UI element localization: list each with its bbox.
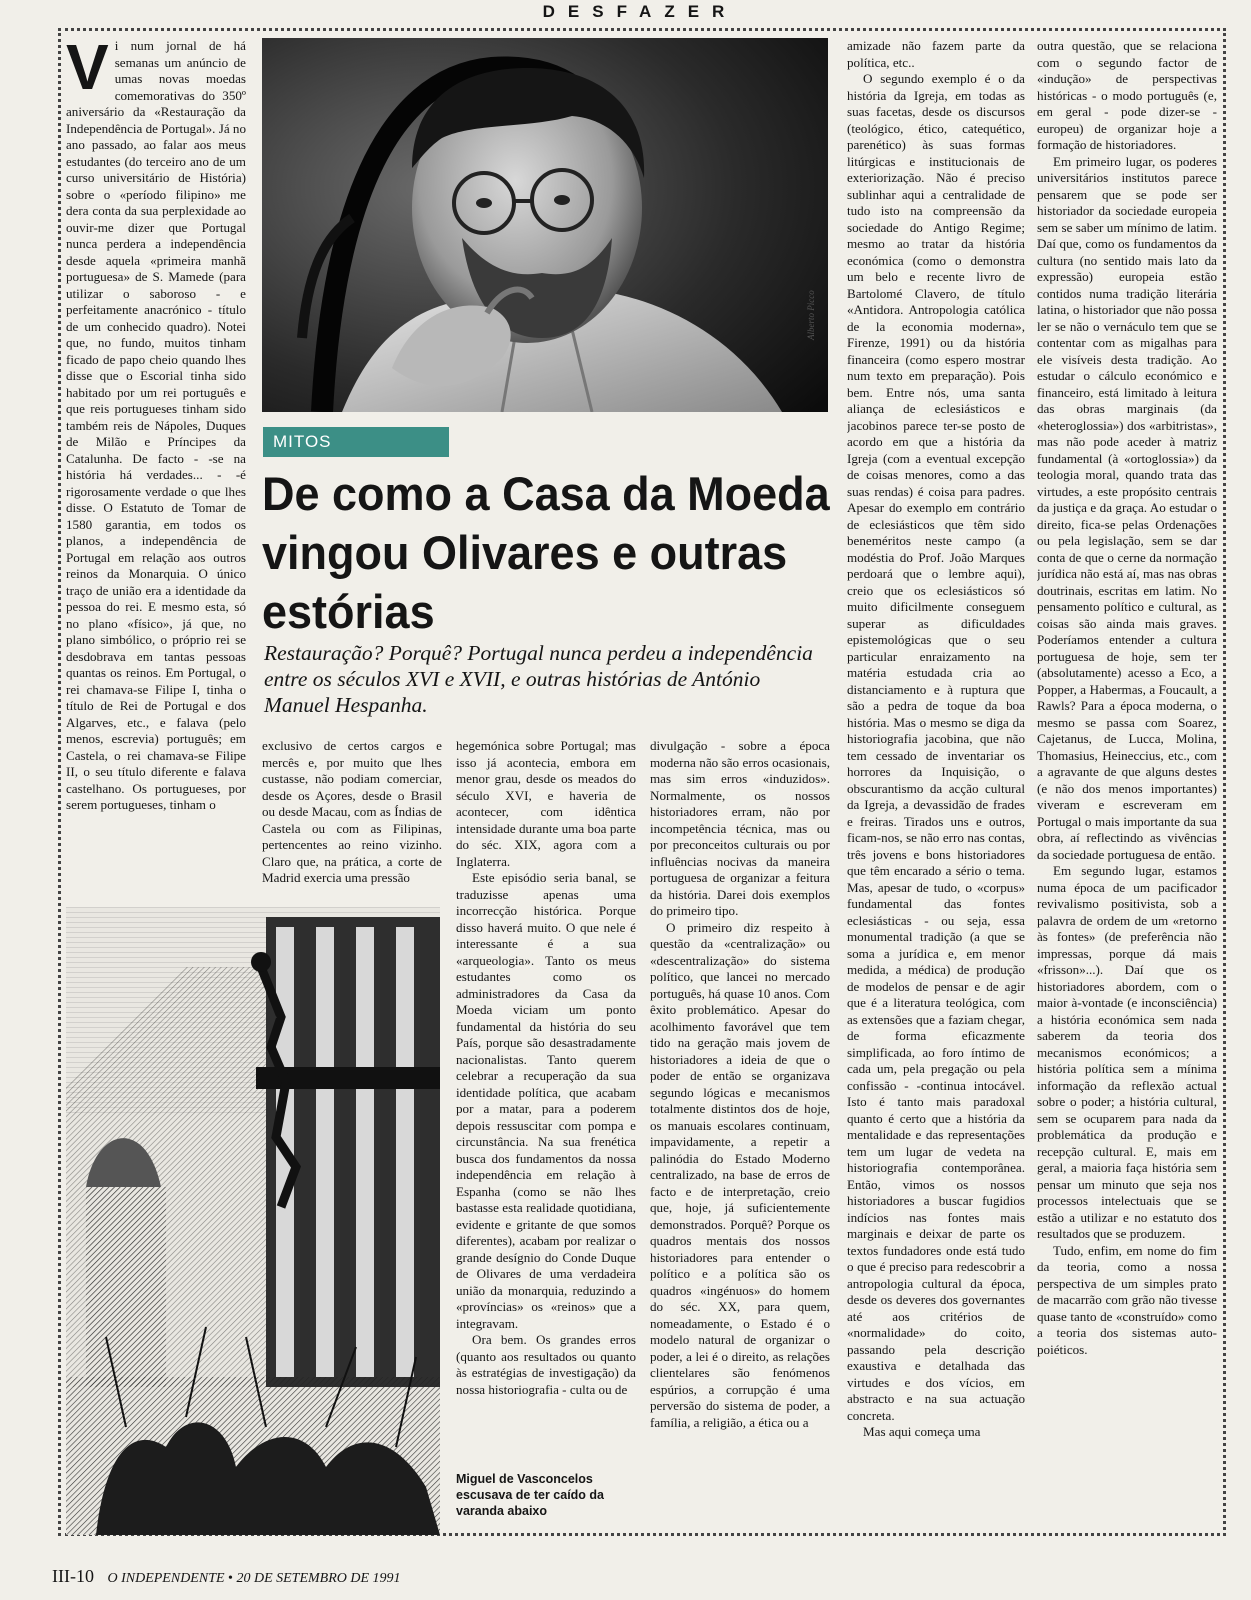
section-title: DESFAZER (542, 2, 738, 21)
engraving-image (66, 907, 440, 1535)
footer-bullet: • (228, 1571, 233, 1586)
article-subtitle: Restauração? Porquê? Portugal nunca perdeu a independência entre os séculos XVI e XVII, e outras histórias de António Manuel Hespanha. (264, 641, 813, 717)
portrait-image (262, 38, 828, 412)
article-column-1 (66, 38, 246, 900)
paragraph: O segundo exemplo é o da história da Igreja, em todas as suas facetas, desde os discursos (teológico, ético, catequético, parenético) às suas formas litúrgicas e institucionais de exteriorização. Não é preciso sublinhar aqui a centralidade de tudo isto na compreensão da sociedade do Antigo Regime; mesmo ao tratar da história económica (como o demonstra um belo e recente livro de Bartolomé Clavero, de título «Antidora. Antropologia católica de la economia moderna», Firenze, 1991) ou da história financeira (como espero mostrar num texto em preparação). Pois bem. Entre nós, uma santa aliança de eclesiásticos e jacobinos parece ter-se posto de acordo em que a história da Igreja (com a eventual excepção de coisas menores, como a das suas rendas) é coisa para padres. Apesar do exemplo em contrário de eclesiásticos que têm sido beneméritos neste campo (a modéstia do Prof. João Marques perdoará que o lembre aqui), creio que os eclesiásticos só muito dificilmente conseguem superar as dificuldades epistemológicas que o seu particular enraizamento na matéria estudada cria ao distanciamento e à ruptura que são a pedra de toque da boa história. Mas o mesmo se diga da historiografia jacobina, que não tem cessado de inventariar os horrores da Inquisição, o obscurantismo da acção cultural da Igreja, a devassidão de frades e freiras. Tirados uns e outros, ficam-nos, se não erro nas contas, três jovens e bons historiadores que têm encarado a sério o tema. Mas, apesar de tudo, o «corpus» fundamental das fontes eclesiásticas - ou seja, essa monumental tradição (a que se soma a jurídica e, em menor medida, a médica) de produção de modelos de pensar e de agir que é a literatura teológica, com as extensões que a faziam chegar, de forma eficazmente simplificada, ao foro íntimo de cada um, pela pregação ou pela confissão - -continua intocável. Isto é tanto mais paradoxal quanto é certo que a história da mentalidade e das representações tem um lugar de vedeta na historiografia contemporânea. Então, vimos os nossos historiadores a buscar fugidios indícios nas fontes mais marginais e deixar de parte os textos fundadores onde está tudo o que é preciso para redescobrir a antropologia cultural da época, desde os deveres dos governantes até aos critérios de «normalidade» do coito, passando pela descrição exaustiva e detalhada das virtudes e dos vícios, em abstracto e na sua actuação concreta. (847, 71, 1025, 1423)
paragraph: Mas aqui começa uma (863, 1424, 981, 1439)
paragraph: amizade não fazem parte da política, etc.. (847, 38, 1025, 70)
article-column-6 (1037, 38, 1217, 1528)
page-number: III-10 (52, 1566, 94, 1586)
article-column-5 (847, 38, 1025, 1528)
article-intro-paragraph (66, 38, 246, 814)
publication-name: O INDEPENDENTE (107, 1571, 225, 1586)
article-column-2 (262, 738, 442, 900)
author-portrait-photo (262, 38, 828, 412)
publication-date: 20 DE SETEMBRO DE 1991 (236, 1571, 401, 1586)
paragraph: hegemónica sobre Portugal; mas isso já acontecia, embora em menor grau, desde os meados do século XVI, e haveria de acontecer, com idêntica intensidade durante uma boa parte do séc. XIX, agora com a Inglaterra. (456, 738, 636, 869)
paragraph: Ora bem. Os grandes erros (quanto aos resultados ou quanto às estratégias de investigação) da nossa historiografia - culta ou de (456, 1332, 636, 1397)
section-tag: MITOS (263, 427, 449, 457)
paragraph: divulgação - sobre a época moderna não são erros ocasionais, mas sim erros «induzidos». Normalmente, os nossos historiadores erram, não por incompetência técnica, mas ou por preconceitos culturais ou por influências nocivas da maneira portuguesa de organizar a feitura da história. Darei dois exemplos do primeiro tipo. (650, 738, 830, 918)
drop-cap: V (66, 38, 109, 103)
paragraph: exclusivo de certos cargos e mercês e, por muito que lhes custasse, não podiam comerciar, desde os Açores, desde o Brasil ou desde Macau, com as Índias de Castela ou com as Filipinas, pertencentes ao reino vizinho. Claro que, na prática, a corte de Madrid exercia uma pressão (262, 738, 442, 885)
photo-credit: Alberto Picco (806, 290, 816, 340)
page-footer (52, 1566, 401, 1587)
intro-text: i num jornal de há semanas um anúncio de umas novas moedas comemorativas do 350º aniversário da «Restauração da Independência de Portugal». Já no ano passado, ao falar aos meus estudantes (do terceiro ano de um curso universitário de História) sobre o «período filipino» me dera conta da sua perplexidade ao ouvir-me dizer que Portugal nunca perdera a independência desde aquela «primeira manhã portuguesa» de S. Mamede (para utilizar o saboroso - e perfeitamente anacrónico - título de um conhecido quadro). Notei que, no fundo, muitos tinham ficado de papo cheio quando lhes disse que o Escorial tinha sido habitado por um rei português e que reis portugueses tinham sido também reis de Nápoles, Duques de Milão e Príncipes da Catalunha. De facto - -se na história há verdades... - -é rigorosamente verdade o que lhes disse. O Estatuto de Tomar de 1580 garantia, em todos os planos, a independência de Portugal em relação aos outros reinos da Monarquia. O único traço de união era a identidade da pessoa do rei. E mesmo esta, só no plano «físico», já que, no plano simbólico, o próprio rei se desdobrava em tantas pessoas quantas os reinos. Em Portugal, o rei chamava-se Filipe I, tinha o título de Rei de Portugal e dos Algarves, etc., e falava (pelo menos, escrevia) português; em Castela, o rei chamava-se Filipe II, o seu título diferente e falava castelhano. Os portugueses, por serem portugueses, tinham o (66, 38, 246, 812)
article-column-3 (456, 738, 636, 1466)
paragraph: outra questão, que se relaciona com o segundo factor de «indução» de perspectivas históricas - o modo português (e, em geral - pode dizer-se - europeu) de organizar hoje a formação de historiadores. (1037, 38, 1217, 152)
article-column-4 (650, 738, 830, 1528)
paragraph: Em segundo lugar, estamos numa época de um pacificador revivalismo positivista, sob a palavra de ordem de um «retorno às fontes» (de preferência não impressas, porque dá mais «frisson»...). Daí que os historiadores abordem, com o maior à-vontade (e inconsciência) a história económica sem nada saberem da teoria dos mecanismos económicos; a história política sem a mínima informação da reflexão actual sobre o poder; a história cultural, sem se ocuparem para nada da problemática da produção e recepção cultural. E, mais em geral, a maioria faça história sem pensar um minuto que seja nos processos intelectuais que se estão a utilizar e no estatuto dos resultados que se produzem. (1037, 863, 1217, 1241)
paragraph: O primeiro diz respeito à questão da «centralização» ou «descentralização» do sistema político, que lancei no mercado português, há quase 10 anos. Com êxito problemático. Apesar do acolhimento favorável que tem tido na geração mais jovem de historiadores a ideia de que o poder de então se organizava segundo lógicas e mecanismos totalmente distintos dos de hoje, os manuais escolares continuam, impavidamente, a repetir a palinódia do Estado Moderno centralizado, na base de erros de facto e de interpretação, creio que, hoje, já suficientemente demonstrados. Porquê? Porque os quadros mentais dos nossos historiadores para entender o político e a política são os quadros «ingénuos» do homem do séc. XX, para quem, nomeadamente, o Estado é o modelo natural de organizar o poder, a lei é o direito, as relações clientelares são fenómenos espúrios, a corrupção é uma perversão do sistema de poder, a família, a religião, a ética ou a (650, 919, 830, 1430)
article-headline: De como a Casa da Moeda vingou Olivares e outras estórias (262, 467, 830, 639)
historical-engraving (66, 907, 440, 1535)
paragraph: Este episódio seria banal, se traduzisse apenas uma incorrecção histórica. Porque disso haverá muito. O que nele é interessante é a sua «arqueologia». Tanto os meus estudantes como os administradores da Casa da Moeda viciam um ponto fundamental da história do seu País, porque são desastradamente nacionalistas. Tanto querem celebrar a recuperação da sua identidade política, que acabam por a matar, para a poderem depois ressuscitar com pompa e circunstância. Na sua frenética busca dos fundamentos da nossa independência em relação à Espanha (como se não lhes bastasse esta realidade quotidiana, evidente e gritante de que somos diferentes), acabam por realizar o grande desígnio do Conde Duque de Olivares de uma verdadeira união da monarquia, reduzindo a «províncias» os «reinos» que a integravam. (456, 870, 636, 1331)
paragraph: Em primeiro lugar, os poderes universitários institutos parece pensarem que se pode ser historiador da sociedade europeia sem se saber um mínimo de latim. Daí que, como os fundamentos da cultura (no sentido mais lato da expressão) europeia estão contidos numa tradição literária latina, o historiador que não possa ler se não o vernáculo tem que se contentar com as migalhas para ele visíveis desta tradição. Ao estudar o cálculo económico e financeiro, está limitado à leitura das obras marginais (da «heteroglossia») dos «arbitristas», mas não pode aceder à matriz fundamental (à «ortoglossia») da teologia moral, quando trata das virtudes, a este propósito centrais da justiça e da graça. Ao estudar o direito, fica-se pelas Ordenações ou pela legislação, sem se dar conta de que o cerne da normação jurídica não está aí, mas nas obras doutrinais, escritas em latim. No pensamento político e cultural, as coisas são ainda mais graves. Poderíamos entender a cultura portuguesa de hoje, sem ter (absolutamente) acesso a Eco, a Popper, a Habermas, a Foucault, a Rawls? Para a época moderna, o mesmo se passa com Soarez, Cajetanus, de Lucca, Molina, Thomasius, Heineccius, etc., com a agravante de que alguns destes (e não dos menos importantes) viveram e escreveram em Portugal o mais importante da sua obra, aí reflectindo as vivências da sociedade portuguesa de então. (1037, 153, 1217, 862)
paragraph: Tudo, enfim, em nome do fim da teoria, como a nossa perspectiva de um simples prato de macarrão com grão não tivesse quase tanto de «construído» como a teoria dos sistemas auto-poiéticos. (1037, 1242, 1217, 1357)
engraving-caption: Miguel de Vasconcelos escusava de ter caído da varanda abaixo (456, 1472, 604, 1518)
